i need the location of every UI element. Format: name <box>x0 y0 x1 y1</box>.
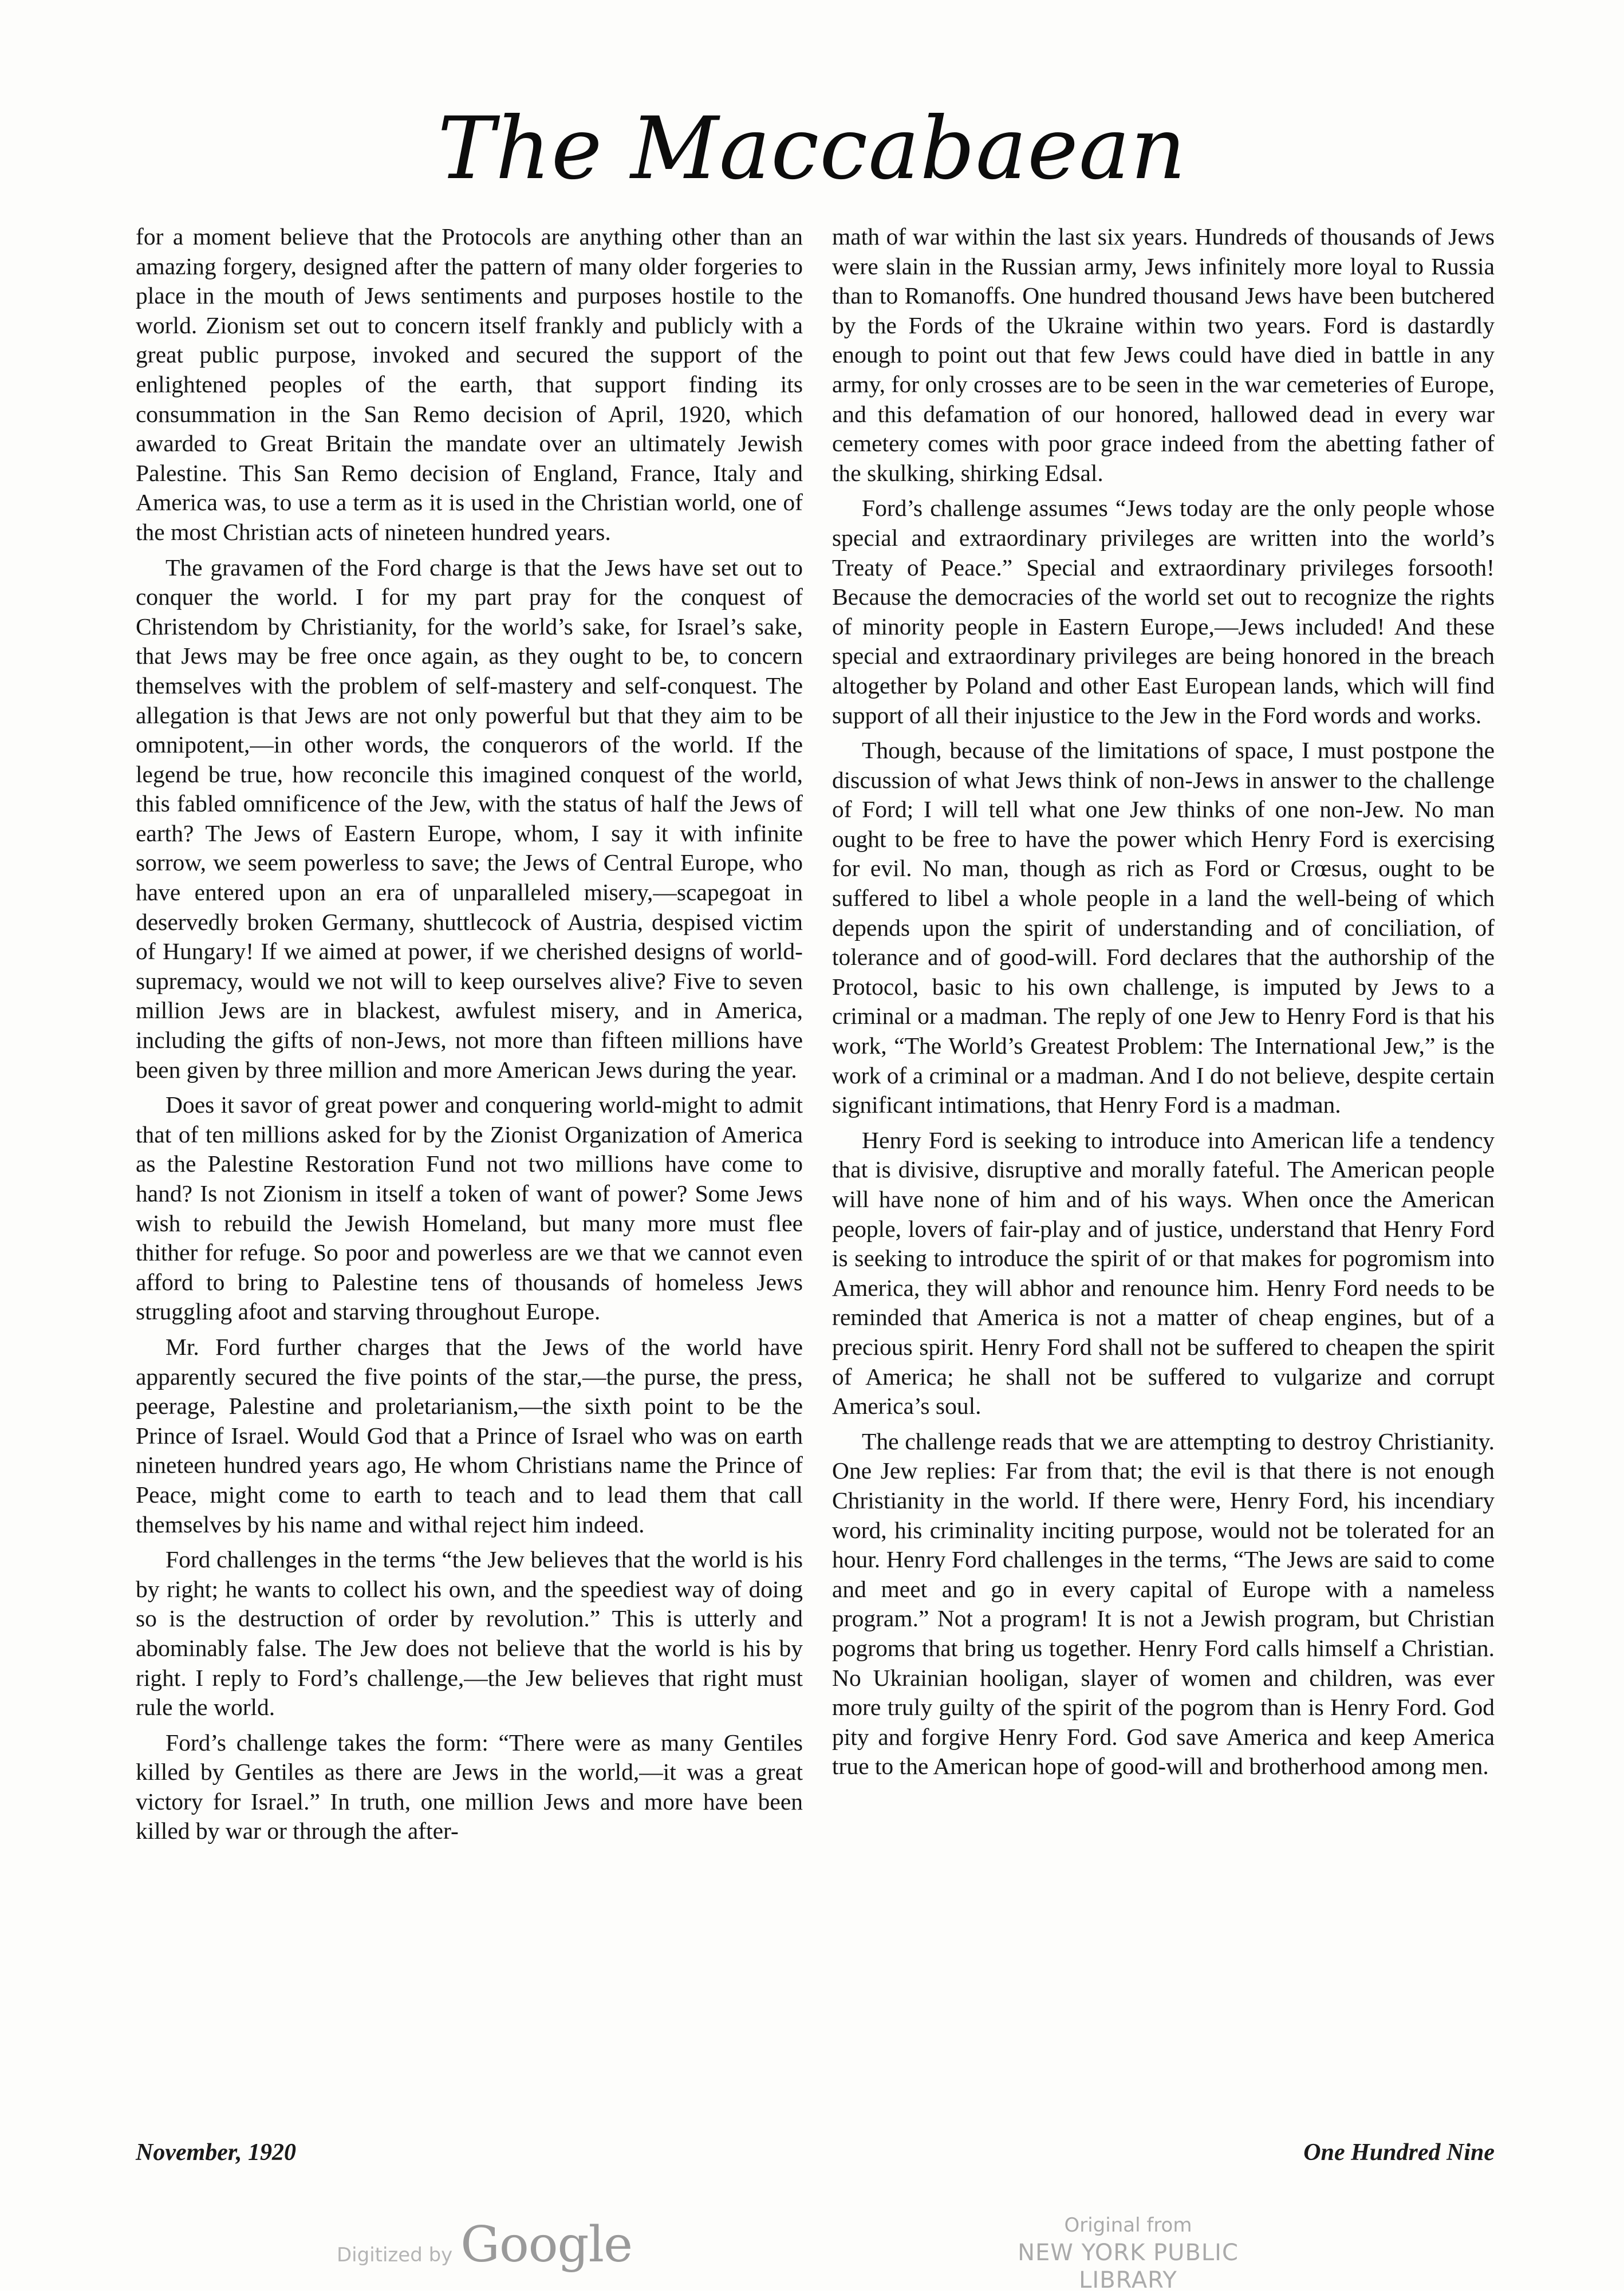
paragraph: The gravamen of the Ford charge is that the Jews have set out to conquer the world. I for my part pray for the conquest of Christendom by Christianity, for the world’s sake, for Israel’s sake, that Jews may be free once again, as they ought to be, to concern themselves with the problem of self-mastery and self-conquest. The allegation is that Jews are not only powerful but that they aim to be omnipotent,—in other words, the conquerors of the world. If the legend be true, how reconcile this imagined conquest of the world, this fabled omnificence of the Jew, with the status of half the Jews of earth? The Jews of Eastern Europe, whom, I say it with infinite sorrow, we seem powerless to save; the Jews of Central Europe, who have entered upon an era of unparalleled misery,—scapegoat in deservedly broken Germany, shuttlecock of Austria, despised victim of Hungary! If we aimed at power, if we cherished designs of world-supremacy, would we not will to keep ourselves alive? Five to seven million Jews are in blackest, awfulest misery, and in America, including the gifts of non-Jews, not more than fifteen millions have been given by three million and more American Jews during the year. <box>136 554 803 1083</box>
paragraph: The challenge reads that we are attempting to destroy Christianity. One Jew replies: Far from that; the evil is that there is not enough Christianity in the world. If there were, Henry Ford, his incendiary word, his criminality inciting purpose, would not be tolerated for an hour. Henry Ford challenges in the terms, “The Jews are said to come and meet and go in every capital of Europe with a nameless program.” Not a program! It is not a Jewish program, but Christian pogroms that bring us together. Henry Ford calls himself a Christian. No Ukrainian hooligan, slayer of women and children, was ever more truly guilty of the spirit of the pogrom than is Henry Ford. God pity and forgive Henry Ford. God save America and keep America true to the American hope of good-will and brotherhood among men. <box>832 1428 1495 1780</box>
paragraph: Mr. Ford further charges that the Jews of the world have apparently secured the five points of the star,—the purse, the press, peerage, Palestine and proletarianism,—the sixth point to be the Prince of Israel. Would God that a Prince of Israel who was on earth nineteen hundred years ago, He whom Christians name the Prince of Peace, might come to earth to teach and to lead them that call themselves by his name and withal reject him indeed. <box>136 1333 803 1538</box>
paragraph: Ford’s challenge takes the form: “There were as many Gentiles killed by Gentiles as there are Jews in the world,—it was a great victory for Israel.” In truth, one million Jews and more have been killed by war or through the after- <box>136 1729 803 1844</box>
issue-date: November, 1920 <box>136 2139 296 2166</box>
masthead-title: The Maccabaean <box>437 99 1187 199</box>
paragraph: for a moment believe that the Protocols are anything other than an amazing forgery, designed after the pattern of many older forgeries to place in the mouth of Jews sentiments and purposes hostile to the world. Zionism set out to concern itself frankly and publicly with a great public purpose, invoked and secured the support of the enlightened peoples of the earth, that support finding its consummation in the San Remo decision of April, 1920, which awarded to Great Britain the mandate over an ultimately Jewish Palestine. This San Remo decision of England, France, Italy and America was, to use a term as it is used in the Christian world, one of the most Christian acts of nineteen hundred years. <box>136 223 803 545</box>
digitized-by-text: Digitized by <box>337 2244 453 2267</box>
digitized-credit <box>337 2216 632 2273</box>
paragraph: Ford challenges in the terms “the Jew believes that the world is his by right; he wants to collect his own, and the speediest way of doing so is the destruction of order by revolution.” This is utterly and abominably false. The Jew does not believe that the world is his by right. I reply to Ford’s challenge,—the Jew believes that right must rule the world. <box>136 1546 803 1721</box>
original-from-text: Original from <box>1064 2214 1192 2237</box>
page-number: One Hundred Nine <box>1303 2139 1495 2166</box>
right-column <box>832 222 1495 1787</box>
left-column <box>136 222 803 1852</box>
paragraph: Does it savor of great power and conquering world-might to admit that of ten millions asked for by the Zionist Organization of America as the Palestine Restoration Fund not two millions have come to hand? Is not Zionism in itself a token of want of power? Some Jews wish to rebuild the Jewish Homeland, but many more must flee thither for refuge. So poor and powerless are we that we cannot even afford to bring to Palestine tens of thousands of homeless Jews struggling afoot and starving throughout Europe. <box>136 1091 803 1325</box>
paragraph: Henry Ford is seeking to introduce into American life a tendency that is divisive, disruptive and morally fateful. The American people will have none of him and of his ways. When once the American people, lovers of fair-play and of justice, understand that Henry Ford is seeking to introduce the spirit of or that makes for pogromism into America, they will abhor and renounce him. Henry Ford needs to be reminded that America is not a matter of cheap engines, but of a precious spirit. Henry Ford shall not be suffered to cheapen the spirit of America; he shall not be suffered to vulgarize and corrupt America’s soul. <box>832 1126 1495 1420</box>
google-logo: Google <box>460 2216 632 2273</box>
paragraph: Though, because of the limitations of space, I must postpone the discussion of what Jews think of non-Jews in answer to the challenge of Ford; I will tell what one Jew thinks of one non-Jew. No man ought to be free to have the power which Henry Ford is exercising for evil. No man, though as rich as Ford or Crœsus, ought to be suffered to libel a whole people in a land the well-being of which depends upon the spirit of understanding and of conciliation, of tolerance and of good-will. Ford declares that the authorship of the Protocol, basic to his own challenge, is imputed by Jews to a criminal or a madman. The reply of one Jew to Henry Ford is that his work, “The World’s Greatest Problem: The International Jew,” is the work of a criminal or a madman. And I do not believe, despite certain significant intimations, that Henry Ford is a madman. <box>832 737 1495 1118</box>
library-name: NEW YORK PUBLIC LIBRARY <box>1018 2240 1239 2293</box>
library-credit <box>973 2212 1283 2294</box>
paragraph: math of war within the last six years. Hundreds of thousands of Jews were slain in the Russian army, Jews infinitely more loyal to Russia than to Romanoffs. One hundred thousand Jews have been butchered by the Fords of the Ukraine within two years. Ford is dastardly enough to point out that few Jews could have died in battle in any army, for only crosses are to be seen in the war cemeteries of Europe, and this defamation of our honored, hallowed dead in every war cemetery comes with poor grace indeed from the abetting father of the skulking, shirking Edsal. <box>832 223 1495 486</box>
paragraph: Ford’s challenge assumes “Jews today are the only people whose special and extraordinary privileges are written into the world’s Treaty of Peace.” Special and extraordinary privileges forsooth! Because the democracies of the world set out to recognize the rights of minority people in Eastern Europe,—Jews included! And these special and extraordinary privileges are being honored in the breach altogether by Poland and other East European lands, which will find support of all their injustice to the Jew in the Ford words and works. <box>832 495 1495 728</box>
